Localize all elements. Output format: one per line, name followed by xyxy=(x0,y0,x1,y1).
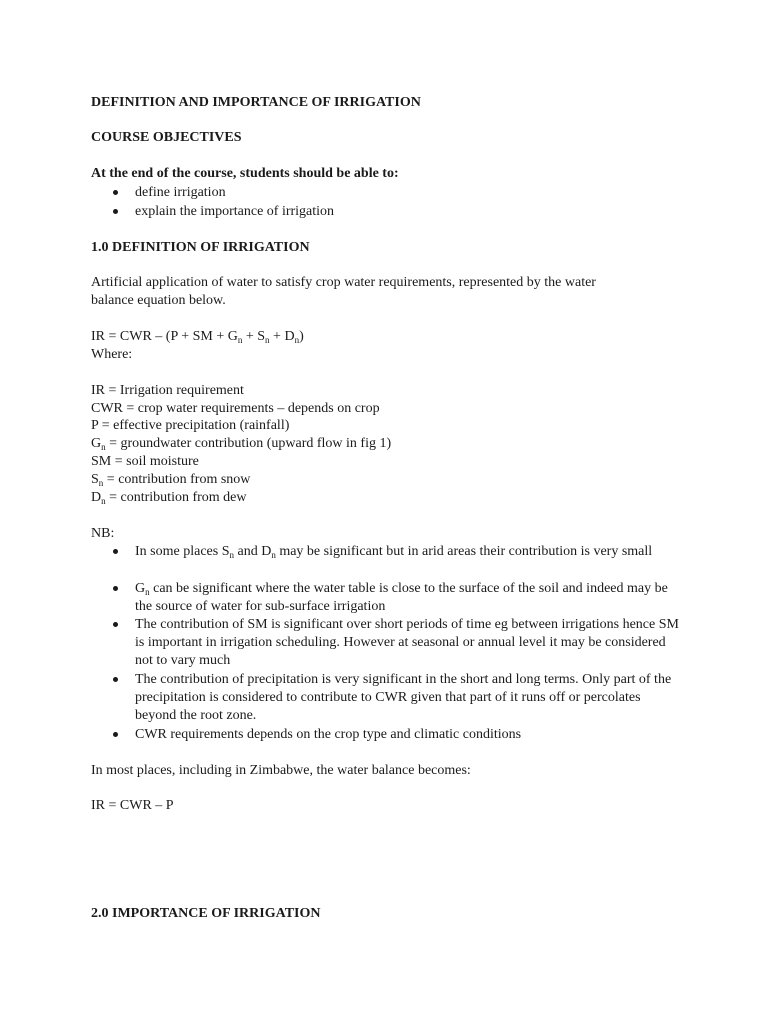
note-text: In some places $S_n$ and $D_n$ may be significant but in arid areas their contribution is very small xyxy=(135,544,653,560)
bullet-icon xyxy=(113,671,118,689)
objectives-intro: At the end of the course, students should be able to: xyxy=(91,166,399,181)
note-text: CWR requirements depends on the crop type and climatic conditions xyxy=(135,727,522,742)
water-balance-equation: IR = CWR – (P + SM + $G_n + S_n + D_n$) xyxy=(91,329,304,345)
objective-text: define irrigation xyxy=(135,185,226,200)
objective-text: explain the importance of irrigation xyxy=(135,204,335,219)
document-page xyxy=(91,0,691,1024)
bullet-icon xyxy=(113,203,118,221)
note-text: The contribution of SM is significant over short periods of time eg between irrigations hence SM is important in irrigation scheduling. However at seasonal or annual level it may be considered not to vary much xyxy=(135,617,679,668)
bullet-icon xyxy=(113,543,118,561)
definition-line: Artificial application of water to satisfy crop water requirements, represented by the water xyxy=(91,275,596,290)
bullet-icon xyxy=(113,580,118,598)
bullet-icon xyxy=(113,726,118,744)
note-text: The contribution of precipitation is very significant in the short and long terms. Only part of the precipitation is considered to contribute to CWR given that part of it runs off or percolates beyond the root zone. xyxy=(135,672,672,723)
where-label: Where: xyxy=(91,347,133,362)
document-title: DEFINITION AND IMPORTANCE OF IRRIGATION xyxy=(91,95,421,110)
nb-label: NB: xyxy=(91,526,115,541)
definition-line: balance equation below. xyxy=(91,293,226,308)
definition-ir: IR = Irrigation requirement xyxy=(91,383,244,398)
definition-gn: $G_n$ = groundwater contribution (upward flow in fig 1) xyxy=(91,436,392,452)
note-text: $G_n$ can be significant where the water table is close to the surface of the soil and indeed may be the source of water for sub-surface irrigation xyxy=(135,581,668,614)
definition-p: P = effective precipitation (rainfall) xyxy=(91,418,290,433)
definition-sn: $S_n$ = contribution from snow xyxy=(91,472,251,488)
section1-heading: 1.0 DEFINITION OF IRRIGATION xyxy=(91,240,310,255)
bullet-icon xyxy=(113,616,118,634)
course-objectives-heading: COURSE OBJECTIVES xyxy=(91,130,242,145)
definition-cwr: CWR = crop water requirements – depends on crop xyxy=(91,401,380,416)
section2-heading: 2.0 IMPORTANCE OF IRRIGATION xyxy=(91,906,321,921)
simplified-equation: IR = CWR – P xyxy=(91,798,174,813)
bullet-icon xyxy=(113,184,118,202)
definition-dn: $D_n$ = contribution from dew xyxy=(91,490,247,506)
definition-sm: SM = soil moisture xyxy=(91,454,199,469)
zimbabwe-line: In most places, including in Zimbabwe, the water balance becomes: xyxy=(91,763,471,778)
